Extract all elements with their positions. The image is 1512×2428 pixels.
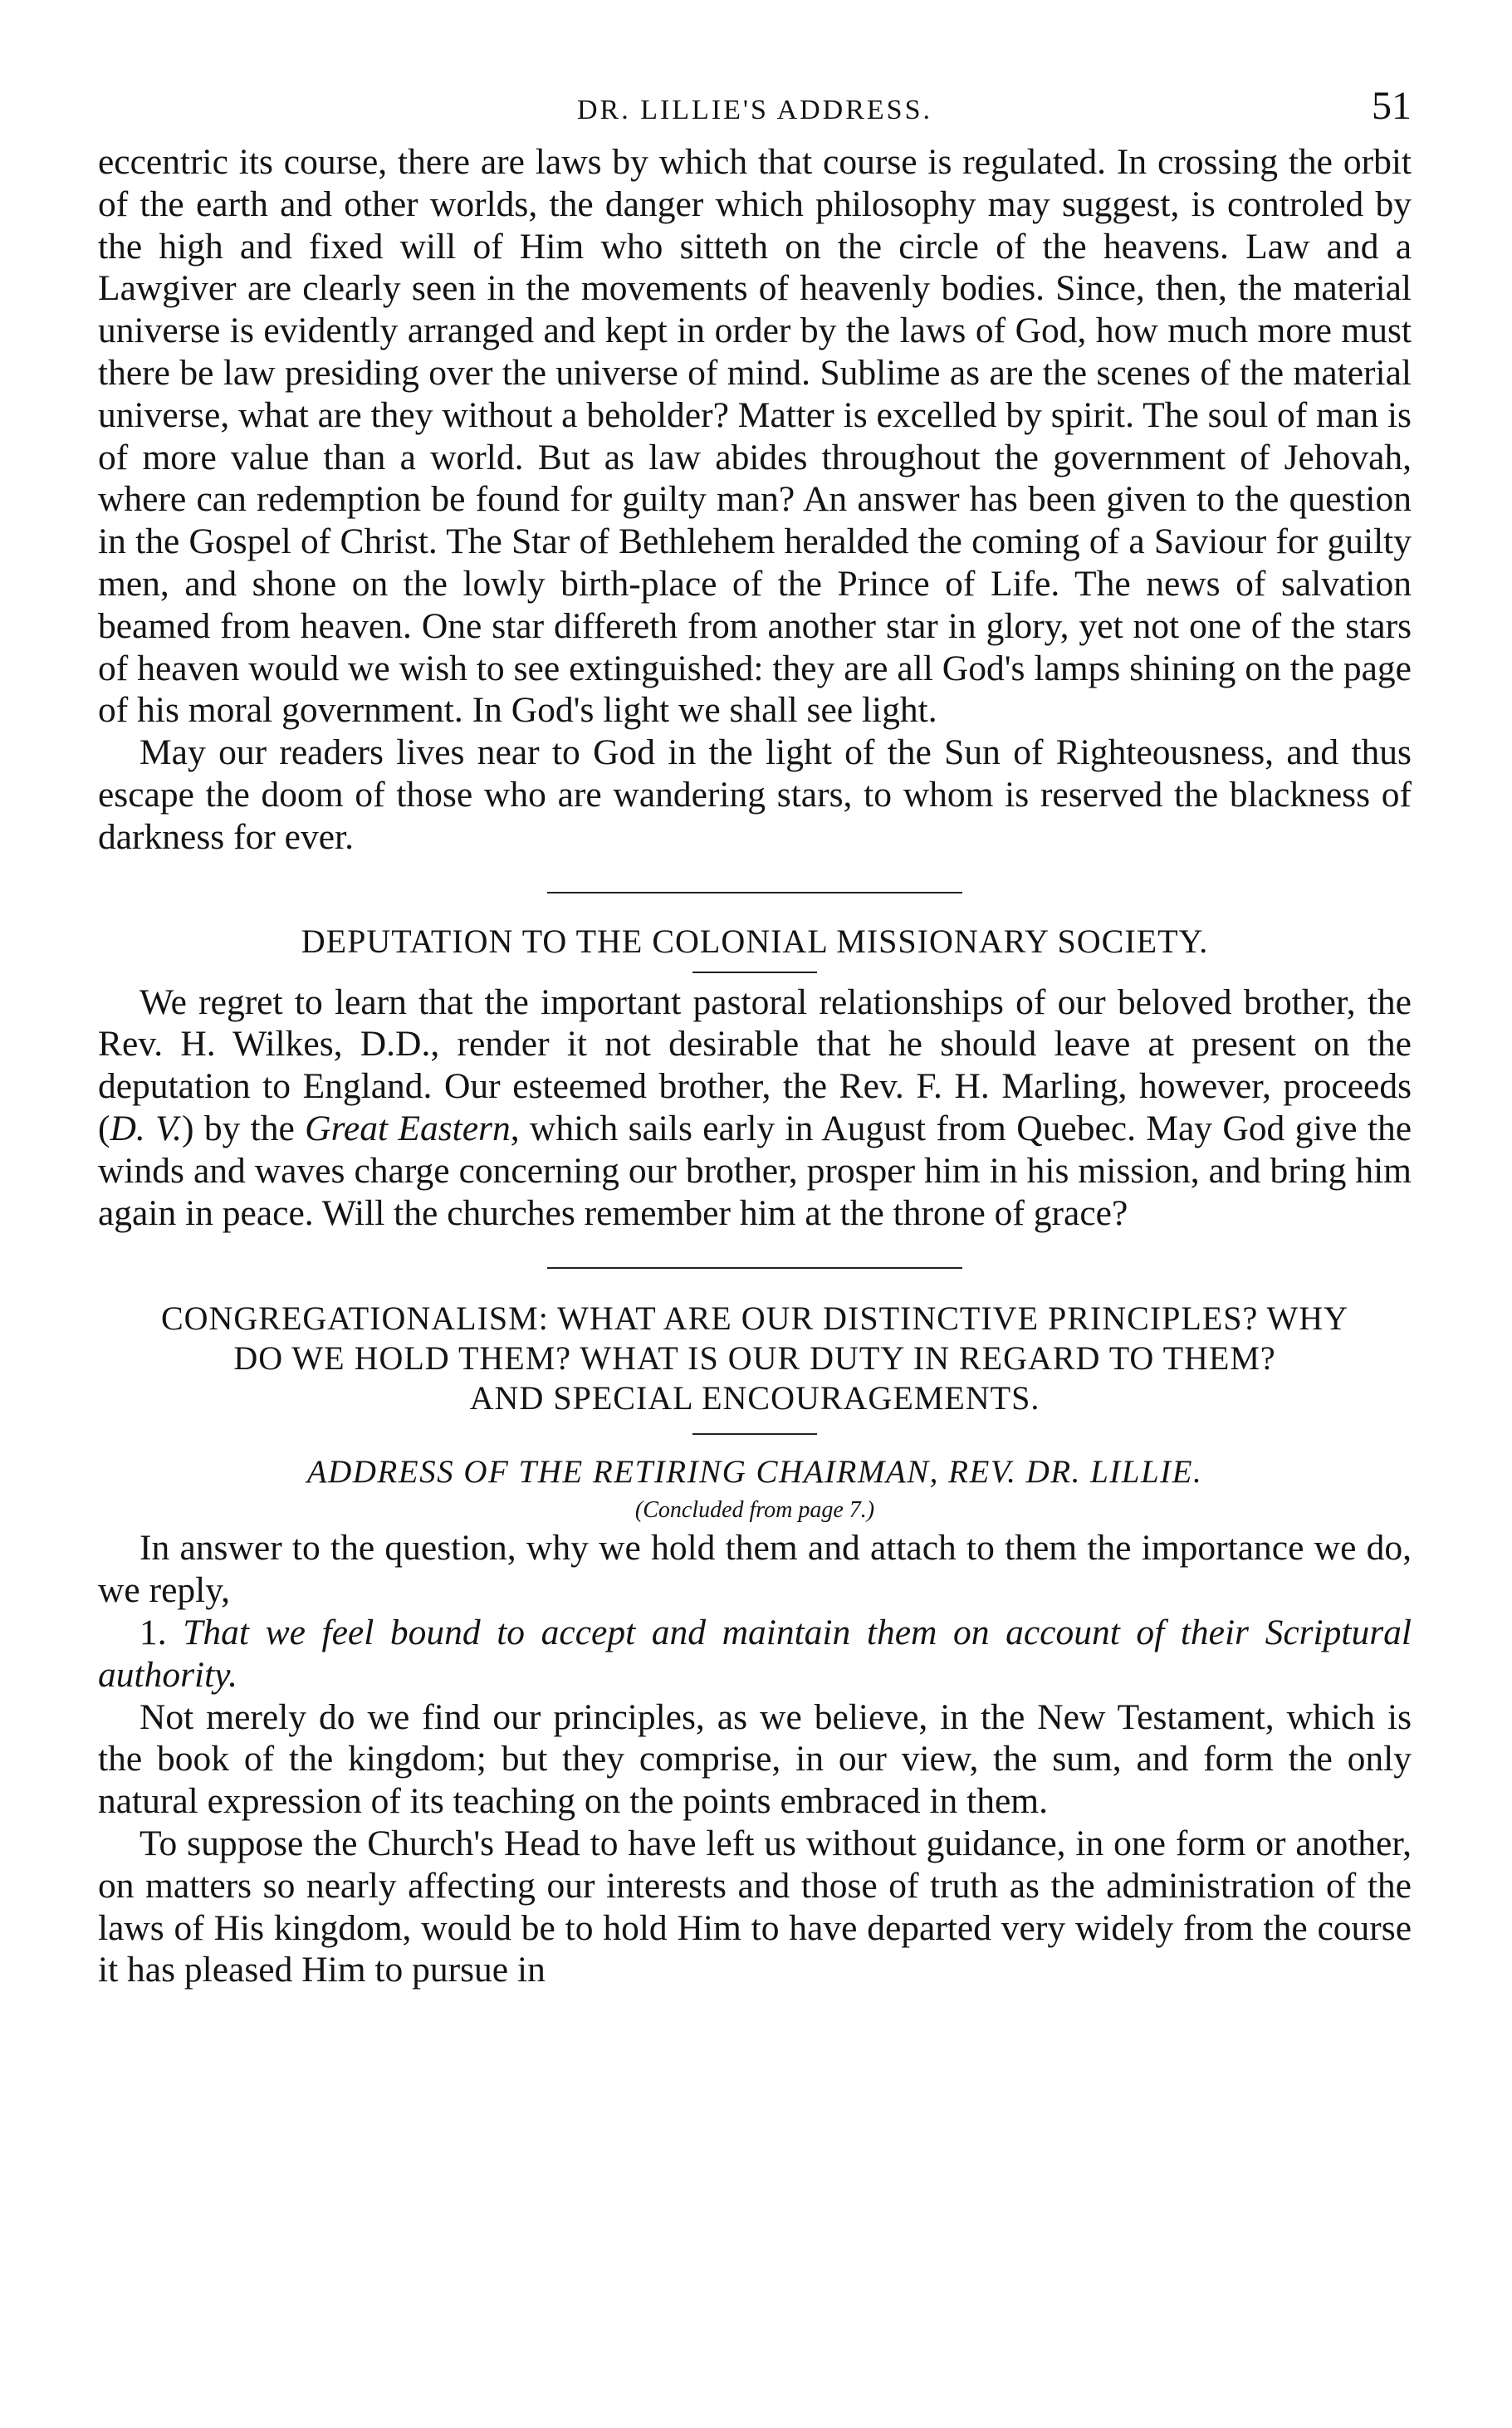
section-heading <box>98 1299 1412 1418</box>
heading-rule <box>692 972 817 973</box>
point-text: That we feel bound to accept and maintain them on account of their Scriptural authority. <box>98 1612 1412 1695</box>
heading-line: CONGREGATIONALISM: WHAT ARE OUR DISTINCTIVE PRINCIPLES? WHY <box>160 1300 1349 1338</box>
deputation-text: We regret to learn that the important pastoral relationships of our beloved brother, the Rev. H. Wilkes, D.D., render it not desirable that he should leave at present on the deputation to England. Our esteemed brother, the Rev. F. H. Marling, however, proceeds ( <box>98 981 1412 1148</box>
running-title: DR. LILLIE'S ADDRESS. <box>576 95 933 125</box>
continuation-note: (Concluded from page 7.) <box>634 1497 875 1524</box>
numbered-point <box>98 1612 1412 1696</box>
section-divider <box>547 892 962 893</box>
deo-volente: D. V. <box>110 1108 182 1148</box>
heading-line: DO WE HOLD THEM? WHAT IS OUR DUTY IN REGARD TO THEM? <box>233 1339 1276 1378</box>
article-paragraph: eccentric its course, there are laws by which that course is regulated. In crossing the orbit of the earth and other worlds, the danger which philosophy may suggest, is controled by the high and fixed will of Him who sitteth on the circle of the heavens. Law and a Lawgiver are clearly seen in the movements of heavenly bodies. Since, then, the material universe is evidently arranged and kept in order by the laws of God, how much more must there be law presiding over the universe of mind. Sublime as are the scenes of the material universe, what are they without a beholder? Matter is excelled by spirit. The soul of man is of more value than a world. But as law abides throughout the government of Jehovah, where can redemption be found for guilty man? An answer has been given to the question in the Gospel of Christ. The Star of Bethlehem heralded the coming of a Saviour for guilty men, and shone on the lowly birth-place of the Prince of Life. The news of salvation beamed from heaven. One star differeth from another star in glory, yet not one of the stars of heaven would we wish to see extinguished: they are all God's lamps shining on the page of his moral government. In God's light we shall see light. <box>98 142 1412 731</box>
book-page <box>98 83 1412 1991</box>
address-subheading: ADDRESS OF THE RETIRING CHAIRMAN, REV. DR. LILLIE. <box>306 1454 1203 1491</box>
running-head <box>98 83 1412 141</box>
deputation-text: ) by the <box>181 1108 306 1148</box>
address-paragraph: To suppose the Church's Head to have left us without guidance, in one form or another, on matters so nearly affecting our interests and those of truth as the administration of the laws of His kingdom, would be to hold Him to have departed very widely from the course it has pleased Him to pursue in <box>98 1823 1412 1990</box>
deputation-paragraph <box>98 981 1412 1235</box>
section-heading: DEPUTATION TO THE COLONIAL MISSIONARY SOCIETY. <box>301 922 1209 960</box>
deputation-text: , which sails early in August from Quebec. May God give the winds and waves charge concerning our brother, prosper him in his mission, and bring him again in peace. Will the churches remember him at the throne of grace? <box>98 1108 1412 1233</box>
section-divider <box>547 1267 962 1269</box>
point-number: 1. <box>139 1612 167 1652</box>
heading-rule <box>692 1433 817 1435</box>
address-paragraph: In answer to the question, why we hold them and attach to them the importance we do, we reply, <box>98 1528 1412 1611</box>
ship-name: Great Eastern <box>305 1108 511 1148</box>
page-number: 51 <box>1372 84 1412 128</box>
address-paragraph: Not merely do we find our principles, as we believe, in the New Testament, which is the book of the kingdom; but they comprise, in our view, the sum, and form the only natural expression of its teaching on the points embraced in them. <box>98 1696 1412 1822</box>
heading-line: AND SPECIAL ENCOURAGEMENTS. <box>469 1379 1040 1417</box>
article-paragraph: May our readers lives near to God in the light of the Sun of Righteousness, and thus escape the doom of those who are wandering stars, to whom is reserved the blackness of darkness for ever. <box>98 732 1412 857</box>
